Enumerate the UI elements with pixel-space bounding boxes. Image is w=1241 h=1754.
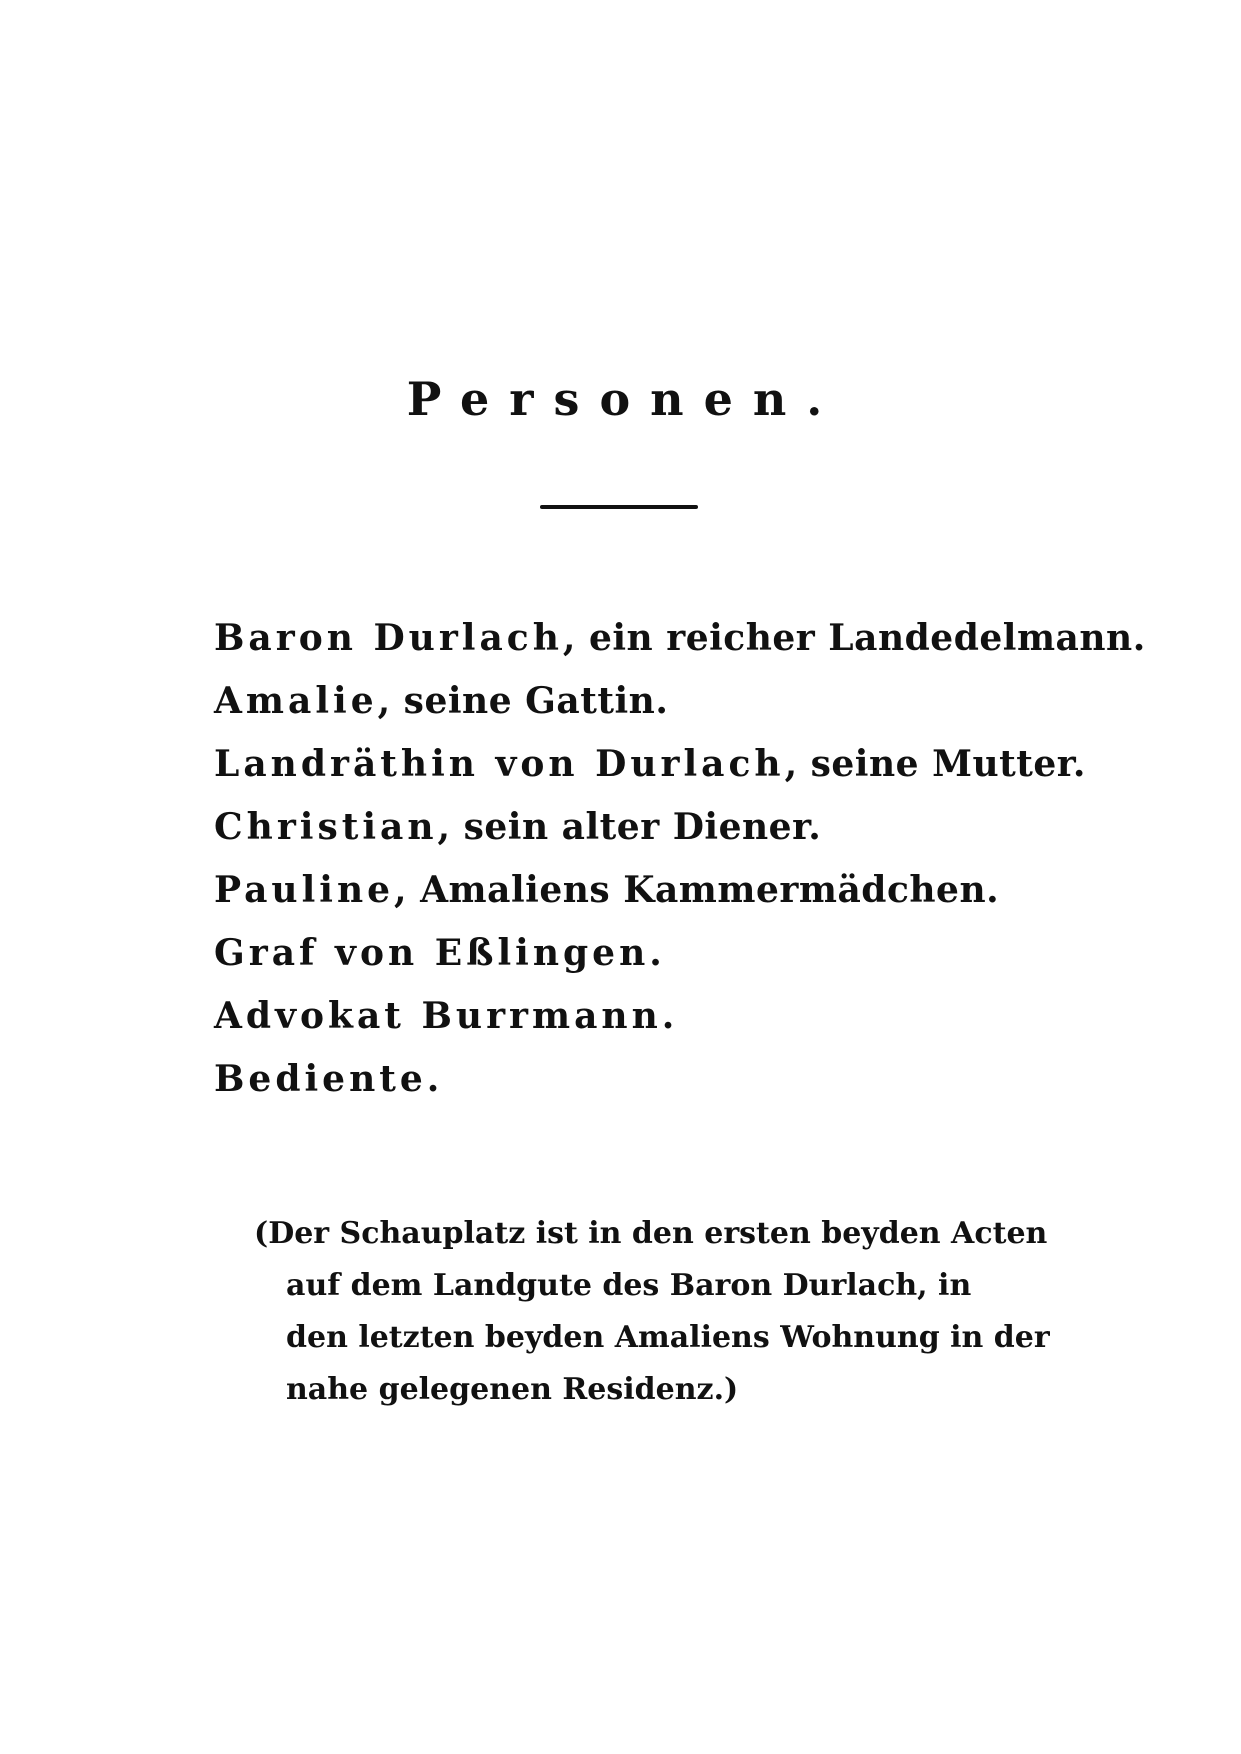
cast-name: Pauline: [214, 869, 395, 911]
cast-description: , seine Mutter.: [784, 743, 1086, 785]
cast-entry: [214, 922, 1146, 985]
setting-line: auf dem Landgute des Baron Durlach, in: [286, 1268, 972, 1303]
cast-description: , sein alter Diener.: [437, 806, 822, 848]
cast-entry: [214, 670, 1146, 733]
cast-description: .: [661, 995, 675, 1037]
cast-entry: [214, 859, 1146, 922]
cast-name: Landräthin von Durlach: [214, 743, 785, 785]
cast-entry: [214, 607, 1146, 670]
title-divider: [540, 505, 698, 509]
page-title: Personen.: [406, 372, 843, 426]
cast-description: .: [649, 932, 663, 974]
cast-description: , ein reicher Landedelmann.: [562, 617, 1146, 659]
cast-list: [214, 607, 1146, 1111]
cast-entry: [214, 733, 1146, 796]
setting-line: nahe gelegenen Residenz.): [286, 1372, 739, 1407]
cast-entry: [214, 985, 1146, 1048]
cast-name: Baron Durlach: [214, 617, 563, 659]
setting-line: den letzten beyden Amaliens Wohnung in der: [286, 1320, 1050, 1355]
cast-description: , Amaliens Kammermädchen.: [394, 869, 1000, 911]
setting-line: (Der Schauplatz ist in den ersten beyden Acten: [254, 1216, 1048, 1251]
cast-name: Advokat Burrmann: [214, 995, 662, 1037]
cast-description: , seine Gattin.: [377, 680, 669, 722]
cast-name: Bediente: [214, 1058, 427, 1100]
cast-name: Graf von Eßlingen: [214, 932, 650, 974]
cast-entry: [214, 1048, 1146, 1111]
cast-entry: [214, 796, 1146, 859]
cast-name: Christian: [214, 806, 438, 848]
setting-note: [254, 1208, 1050, 1416]
cast-description: .: [426, 1058, 440, 1100]
cast-name: Amalie: [214, 680, 378, 722]
